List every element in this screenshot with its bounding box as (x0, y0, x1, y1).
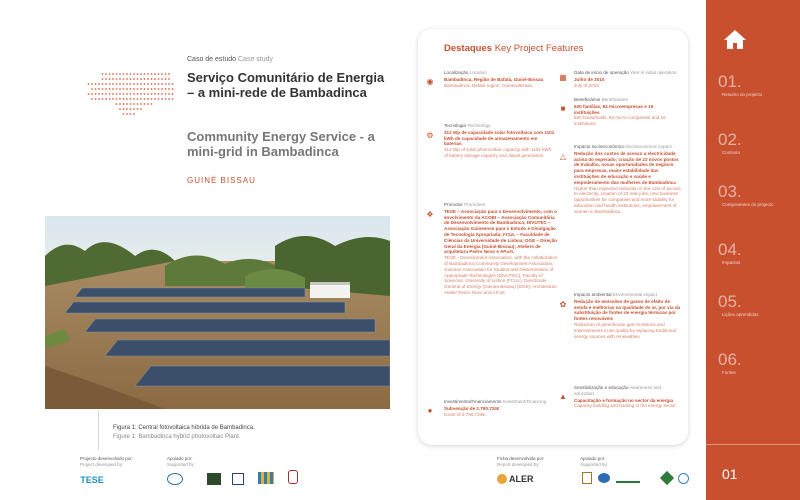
nav-item-impacts[interactable]: 04. Impactos (718, 240, 742, 265)
map-dot (123, 73, 125, 75)
supporter-logo-5 (288, 470, 298, 484)
map-dot (130, 83, 132, 85)
map-dot (119, 83, 121, 85)
map-dot (151, 78, 153, 80)
supporter-logo-7 (598, 473, 610, 483)
map-dot (151, 88, 153, 90)
supporter-logo-4 (258, 472, 274, 484)
map-dot (105, 88, 107, 90)
key-features-card (418, 29, 688, 445)
map-dot (137, 88, 139, 90)
footer-supported-by-2: Apoiado por: Supported by: (580, 456, 609, 467)
map-dot (133, 93, 135, 95)
growth-icon: △ (559, 152, 567, 161)
feature-environmental-impact: Impacto ambiental Environmental impact Redução de emissões de gases de efeito de estufa e melhorias na qualidade do ar, por via da substituição de fontes de energia térmicas por fontes renováveis Reduction of greenhouse gas emissions and improvements in air quality by replacing traditional energy sources with renewables (574, 292, 681, 339)
map-dot (102, 88, 104, 90)
map-dot (140, 78, 142, 80)
map-dot (98, 93, 100, 95)
solar-plant-photo (45, 216, 390, 409)
map-dot (102, 93, 104, 95)
supporter-logo-6 (582, 472, 592, 484)
map-dot (112, 83, 114, 85)
map-dot (172, 88, 174, 90)
supporter-logo-2 (207, 473, 221, 485)
supporter-logo-8 (616, 473, 640, 483)
map-dot (119, 93, 121, 95)
solar-panel-row (85, 319, 375, 332)
map-dot (130, 93, 132, 95)
map-dot (140, 88, 142, 90)
map-dot (109, 83, 111, 85)
map-dot (116, 83, 118, 85)
map-dot (137, 83, 139, 85)
map-dot (168, 83, 170, 85)
map-dot (133, 103, 135, 105)
map-dot (91, 98, 93, 100)
feature-technology: Tecnologia Technology 312 Wp de capacidade solar fotovoltaica com 1101 kWh de capacidade de armazenamento em baterias 312 Wp of solar photovoltaic capacity with 1101 kWh of battery storage capacity and diesel generators (444, 123, 555, 158)
map-dot (161, 83, 163, 85)
map-dot (151, 93, 153, 95)
map-dot (119, 73, 121, 75)
map-dot (112, 88, 114, 90)
map-dot (95, 93, 97, 95)
map-dot (123, 113, 125, 115)
footer-report-by: Ficha desenvolvida por: Report developed by: (497, 456, 545, 467)
map-dot (126, 98, 128, 100)
map-dot (130, 78, 132, 80)
guinea-bissau-dot-map (82, 70, 177, 120)
map-dot (133, 78, 135, 80)
tese-logo: TESE (80, 475, 104, 485)
leaf-icon: ✿ (559, 300, 567, 309)
map-dot (119, 103, 121, 105)
coins-icon: ● (427, 406, 433, 415)
map-dot (144, 83, 146, 85)
map-dot (147, 73, 149, 75)
map-dot (126, 78, 128, 80)
map-dot (95, 98, 97, 100)
map-dot (119, 108, 121, 110)
map-dot (168, 93, 170, 95)
feature-beneficiaries: Beneficiários Beneficiaries 630 famílias, 84 microempresas e 16 instituições 630 households, 84 micro-companies and 16 institutions (574, 97, 666, 127)
map-dot (130, 103, 132, 105)
map-dot (154, 78, 156, 80)
map-dot (95, 83, 97, 85)
map-dot (144, 73, 146, 75)
map-dot (140, 73, 142, 75)
nav-item-components[interactable]: 03. Componentes do projecto (718, 182, 774, 207)
map-dot (137, 98, 139, 100)
key-features-heading: Destaques Key Project Features (444, 43, 584, 54)
map-dot (126, 88, 128, 90)
map-dot (158, 78, 160, 80)
map-dot (109, 78, 111, 80)
map-dot (165, 98, 167, 100)
map-dot (165, 78, 167, 80)
map-dot (126, 83, 128, 85)
map-dot (133, 108, 135, 110)
map-dot (154, 83, 156, 85)
map-dot (140, 103, 142, 105)
map-dot (140, 108, 142, 110)
map-dot (119, 98, 121, 100)
nav-item-summary[interactable]: 01. Resumo do projecto (718, 72, 763, 97)
nav-item-context[interactable]: 02. Contexto (718, 130, 742, 155)
map-dot (105, 78, 107, 80)
people-icon: ■ (560, 104, 566, 113)
map-dot (172, 98, 174, 100)
map-dot (102, 78, 104, 80)
map-dot (91, 83, 93, 85)
map-dot (126, 73, 128, 75)
nav-item-lessons[interactable]: 05. Lições aprendidas (718, 292, 759, 317)
map-dot (123, 98, 125, 100)
map-dot (105, 98, 107, 100)
map-dot (172, 93, 174, 95)
map-dot (158, 93, 160, 95)
map-dot (126, 108, 128, 110)
calendar-icon: ▦ (559, 73, 567, 82)
map-dot (112, 78, 114, 80)
footer-supported-by: Apoiado por: Supported by: (167, 456, 196, 467)
supporter-logo-9 (660, 471, 674, 485)
map-dot (158, 98, 160, 100)
map-dot (105, 83, 107, 85)
map-dot (154, 73, 156, 75)
map-dot (98, 88, 100, 90)
map-dot (165, 88, 167, 90)
feature-promoter: Promotor Promoters TESE – Associação para o Desenvolvimento, com o envolvimento da ACOBI – Associação Comunitária de Desenvolvimento de Bambadinca; DIVUTEC – Associação Guineense para o Estudo e Divulgação de Tecnologia Apropriada; FCUL – Faculdade de Ciências da Universidade de Lisboa; DGE – Direção Geral da Energia (Guiné-Bissau); Ateliers de arquitetura Pedro Novo e AP.art. TESE - Development Association, with the collaboration of Bambadinca Community Development Association; Guinean Association for Studies and Dissemination of Appropriate Technologies (DIVUTEC); Faculty of Sciences, University of Lisbon (FCUL); Directorate General of Energy (Guinea-Bissau) (DGE); Architecture Atelier Pedro Novo and AP.art. (444, 202, 558, 295)
map-dot (91, 88, 93, 90)
map-dot (123, 103, 125, 105)
map-dot (165, 83, 167, 85)
graduation-icon: ▲ (559, 392, 567, 401)
map-dot (144, 93, 146, 95)
solar-panel-row (65, 302, 345, 313)
map-dot (133, 88, 135, 90)
map-dot (158, 83, 160, 85)
map-dot (123, 88, 125, 90)
map-dot (137, 108, 139, 110)
map-dot (102, 98, 104, 100)
map-dot (168, 98, 170, 100)
map-dot (144, 98, 146, 100)
section-sidebar (706, 0, 800, 500)
map-dot (116, 98, 118, 100)
footer-developed-by: Projecto desenvolvido por: Project developed by: (80, 456, 134, 467)
feature-location: Localização Location Bambadinca, Região de Bafatá, Guiné-Bissau Bambadinca, Bafatá region, Guinea-Bissau (444, 70, 544, 88)
figure-caption: Figura 1: Central fotovoltaica híbrida de Bambadinca. Figure 1: Bambadinca hybrid photovoltaic Plant. (113, 425, 255, 440)
map-dot (126, 103, 128, 105)
title-english: Community Energy Service - a mini-grid in Bambadinca (187, 129, 375, 159)
map-dot (105, 73, 107, 75)
map-dot (158, 73, 160, 75)
map-dot (147, 83, 149, 85)
map-dot (137, 103, 139, 105)
feature-investment: Investimento/Financiamento Investment/Financing Subvenção de 2.790.724€ Grant of 2,790,724€ (444, 399, 547, 417)
map-dot (112, 98, 114, 100)
solar-panel-row (75, 288, 305, 297)
map-dot (133, 113, 135, 115)
map-dot (147, 103, 149, 105)
gear-icon: ⚙ (426, 131, 434, 140)
title-portuguese: Serviço Comunitário de Energia – a mini-rede de Bambadinca (187, 70, 385, 100)
map-dot (116, 78, 118, 80)
map-dot (109, 88, 111, 90)
caption-divider (98, 410, 99, 450)
aler-logo: ALER (497, 472, 537, 486)
map-dot (154, 98, 156, 100)
map-dot (154, 88, 156, 90)
map-dot (161, 73, 163, 75)
map-dot (137, 78, 139, 80)
map-dot (109, 98, 111, 100)
map-dot (158, 88, 160, 90)
case-study-label: Caso de estudo Case study (187, 56, 274, 63)
supporter-logo-3 (232, 473, 244, 485)
map-dot (144, 88, 146, 90)
map-dot (123, 93, 125, 95)
map-dot (151, 73, 153, 75)
map-dot (123, 78, 125, 80)
map-dot (112, 93, 114, 95)
map-dot (116, 88, 118, 90)
map-dot (147, 78, 149, 80)
map-dot (130, 108, 132, 110)
map-dot (140, 98, 142, 100)
map-dot (130, 98, 132, 100)
map-dot (109, 73, 111, 75)
home-icon[interactable] (722, 28, 748, 50)
map-dot (123, 83, 125, 85)
map-dot (105, 93, 107, 95)
handshake-icon: ❖ (426, 210, 434, 219)
map-dot (133, 98, 135, 100)
map-dot (165, 93, 167, 95)
map-dot (130, 73, 132, 75)
map-dot (88, 83, 90, 85)
map-dot (119, 78, 121, 80)
map-dot (109, 93, 111, 95)
page-number: 01 (722, 466, 738, 482)
feature-socioeconomic-impact: Impacto socioeconómico Socioeconomic impact Redução dos custos de acesso a electricidade acima do esperado; criação de 23 novos postos de trabalho, novas oportunidades de negócio para empresas, maior estabilidade das instituições de educação e saúde e empoderamento das mulheres de Bambadinca Higher than expected reduction in the cost of access to electricity, creation of 23 new jobs, new business opportunities for companies and more stability for education and health institutions, empowerment of women in Bambadinca (574, 144, 681, 214)
map-dot (154, 93, 156, 95)
map-dot (133, 83, 135, 85)
map-dot (137, 73, 139, 75)
map-dot (147, 98, 149, 100)
map-dot (88, 93, 90, 95)
map-dot (140, 83, 142, 85)
map-dot (151, 103, 153, 105)
map-dot (168, 78, 170, 80)
sidebar-divider (706, 444, 800, 445)
map-dot (98, 83, 100, 85)
map-dot (130, 88, 132, 90)
map-dot (116, 93, 118, 95)
nav-item-sources[interactable]: 06. Fontes (718, 350, 742, 375)
map-dot (161, 88, 163, 90)
map-dot (168, 88, 170, 90)
supporter-logo-10 (678, 473, 689, 484)
country-label: GUINÉ BISSAU (187, 176, 256, 185)
map-dot (161, 93, 163, 95)
map-dot (133, 73, 135, 75)
map-dot (147, 93, 149, 95)
map-dot (172, 83, 174, 85)
map-dot (140, 93, 142, 95)
location-pin-icon: ◉ (426, 77, 434, 86)
solar-panel-row (135, 366, 390, 386)
supporter-logo-1 (167, 473, 183, 485)
map-dot (144, 103, 146, 105)
map-dot (144, 78, 146, 80)
map-dot (126, 113, 128, 115)
map-dot (119, 88, 121, 90)
map-dot (102, 83, 104, 85)
map-dot (112, 73, 114, 75)
map-dot (151, 83, 153, 85)
map-dot (116, 73, 118, 75)
map-dot (161, 98, 163, 100)
map-dot (147, 88, 149, 90)
map-dot (95, 88, 97, 90)
feature-start-date: Data de início de operação Year in initial operation Julho de 2015 July of 2015 (574, 70, 677, 88)
map-dot (102, 73, 104, 75)
map-dot (161, 78, 163, 80)
feature-awareness-education: Sensibilização e educação Awareness and education Capacitação e formação no sector da energia Capacity building and training in the energy sector (574, 385, 676, 409)
map-dot (123, 108, 125, 110)
map-dot (116, 103, 118, 105)
map-dot (137, 93, 139, 95)
map-dot (168, 73, 170, 75)
map-dot (130, 113, 132, 115)
solar-panel-row (105, 340, 390, 356)
map-dot (91, 93, 93, 95)
map-dot (126, 93, 128, 95)
map-dot (151, 98, 153, 100)
map-dot (98, 98, 100, 100)
map-dot (165, 73, 167, 75)
